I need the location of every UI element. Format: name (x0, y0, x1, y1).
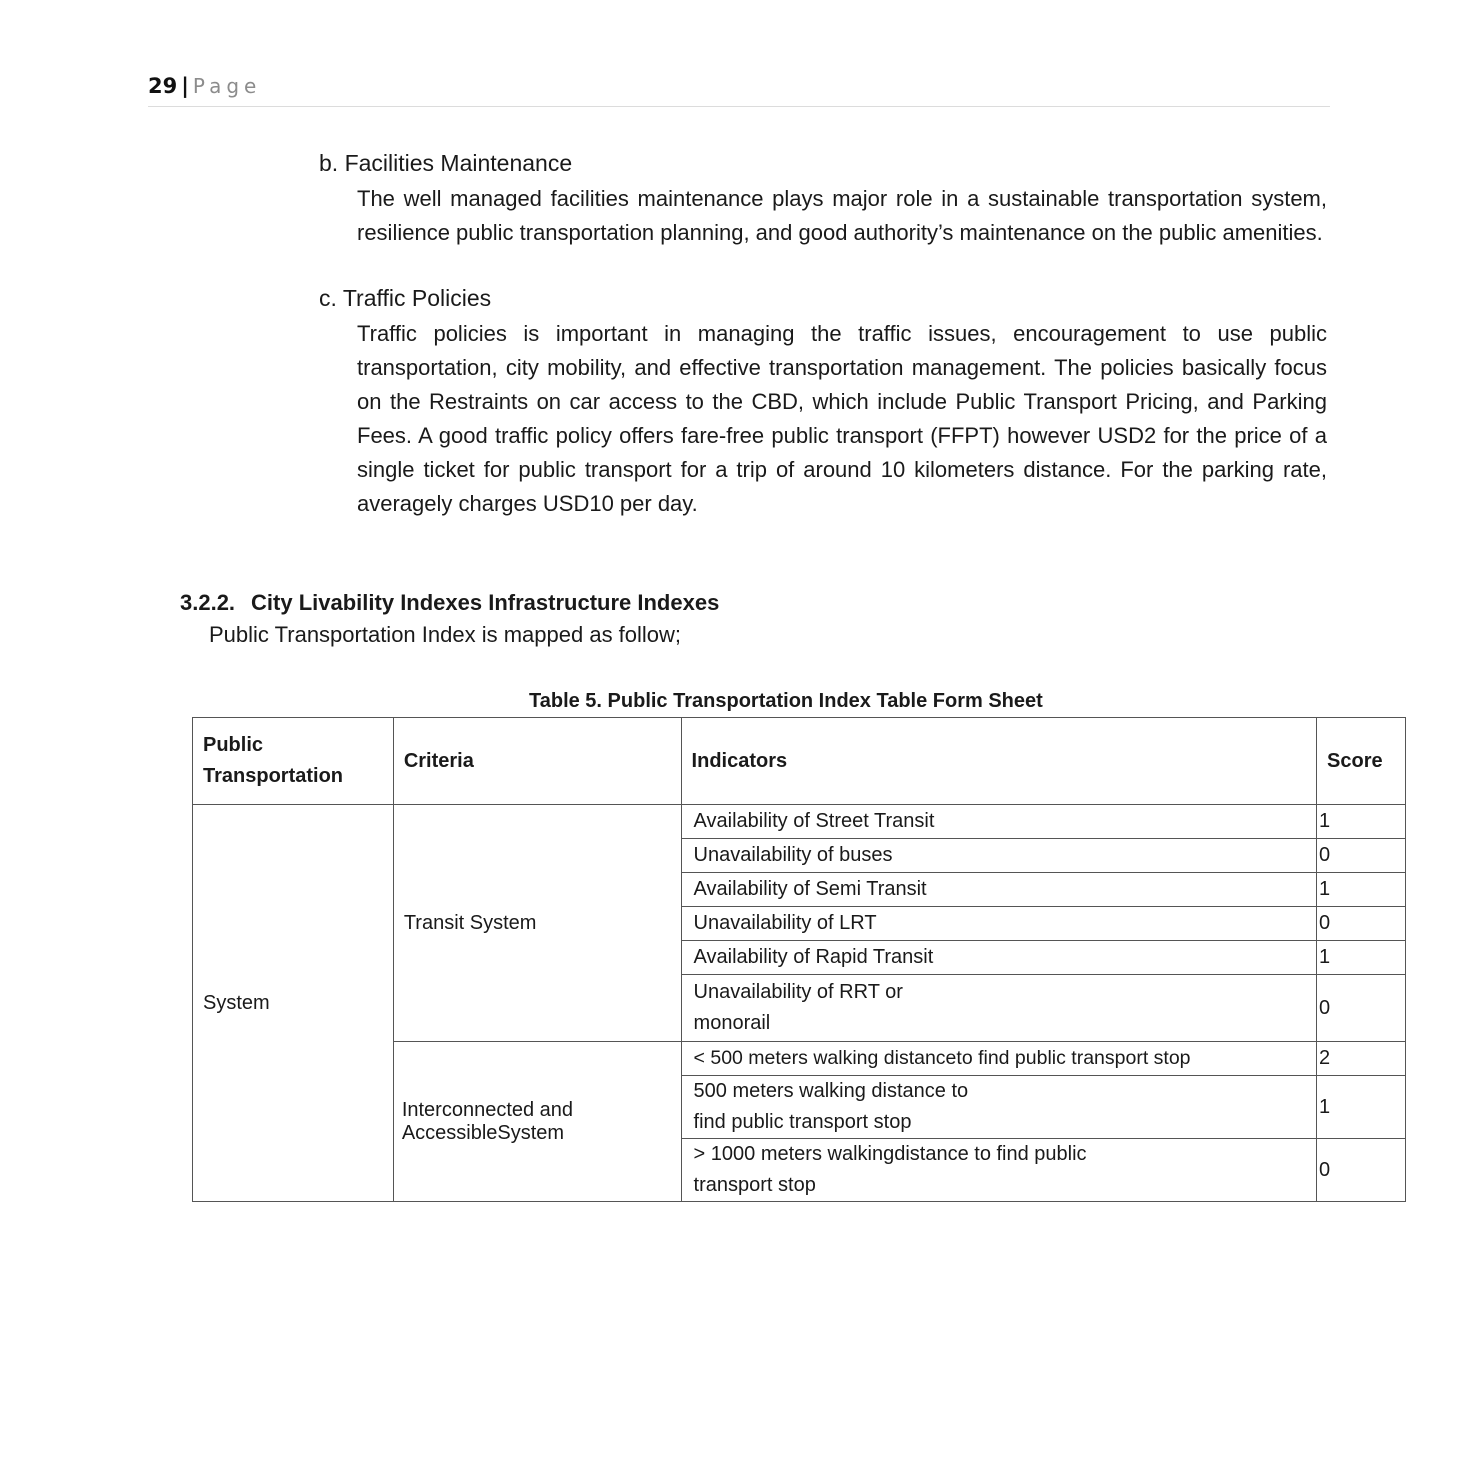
cell-criteria-transit-system: Transit System (393, 805, 681, 1042)
header-score: Score (1317, 718, 1406, 805)
public-transportation-index-table (192, 717, 1406, 1202)
cell-score: 1 (1317, 941, 1406, 975)
header-separator: | (181, 74, 189, 98)
cell-public-transportation: System (193, 805, 394, 1202)
cell-indicator: 500 meters walking distance to find public transport stop (681, 1076, 1316, 1139)
header-indicators: Indicators (681, 718, 1316, 805)
header-public-transportation: Public Transportation (193, 718, 394, 805)
cell-score: 0 (1317, 907, 1406, 941)
cell-indicator: < 500 meters walking distanceto find public transport stop (681, 1042, 1316, 1076)
cell-score: 2 (1317, 1042, 1406, 1076)
cell-indicator: Availability of Street Transit (681, 805, 1316, 839)
subheading-traffic-policies: c. Traffic Policies (319, 285, 492, 311)
cell-indicator: Unavailability of RRT or monorail (681, 975, 1316, 1042)
section-number: 3.2.2. (180, 590, 236, 615)
cell-score: 0 (1317, 839, 1406, 873)
cell-indicator: Availability of Rapid Transit (681, 941, 1316, 975)
cell-score: 0 (1317, 1139, 1406, 1202)
page-header (148, 74, 1330, 107)
cell-score: 1 (1317, 873, 1406, 907)
paragraph-traffic-policies: Traffic policies is important in managing the traffic issues, encouragement to use public transportation, city mobility, and effective transportation management. The policies basically focus on the Restraints on car access to the CBD, which include Public Transport Pricing, and Parking Fees. A good traffic policy offers fare-free public transport (FFPT) however USD2 for the price of a single ticket for public transport for a trip of around 10 kilometers distance. For the parking rate, averagely charges USD10 per day. (357, 321, 1327, 516)
paragraph-facilities-maintenance: The well managed facilities maintenance plays major role in a sustainable transportation system, resilience public transportation planning, and good authority’s maintenance on the public amenities. (357, 186, 1327, 245)
header-criteria: Criteria (393, 718, 681, 805)
table-caption: Table 5. Public Transportation Index Table Form Sheet (529, 690, 1043, 712)
cell-score: 1 (1317, 805, 1406, 839)
cell-score: 0 (1317, 975, 1406, 1042)
section-heading-3-2-2 (180, 590, 719, 616)
cell-indicator: Unavailability of LRT (681, 907, 1316, 941)
subheading-facilities-maintenance: b. Facilities Maintenance (319, 150, 573, 176)
cell-indicator: Unavailability of buses (681, 839, 1316, 873)
page-number: 29 (148, 74, 178, 98)
section-intro: Public Transportation Index is mapped as follow; (209, 622, 682, 647)
cell-score: 1 (1317, 1076, 1406, 1139)
section-title: City Livability Indexes Infrastructure Indexes (251, 590, 720, 615)
table-header-row (193, 718, 1406, 805)
cell-indicator: > 1000 meters walkingdistance to find public transport stop (681, 1139, 1316, 1202)
page-label: Page (192, 74, 262, 98)
table-row (193, 805, 1406, 839)
cell-criteria-interconnected: Interconnected and AccessibleSystem (393, 1042, 681, 1202)
cell-indicator: Availability of Semi Transit (681, 873, 1316, 907)
